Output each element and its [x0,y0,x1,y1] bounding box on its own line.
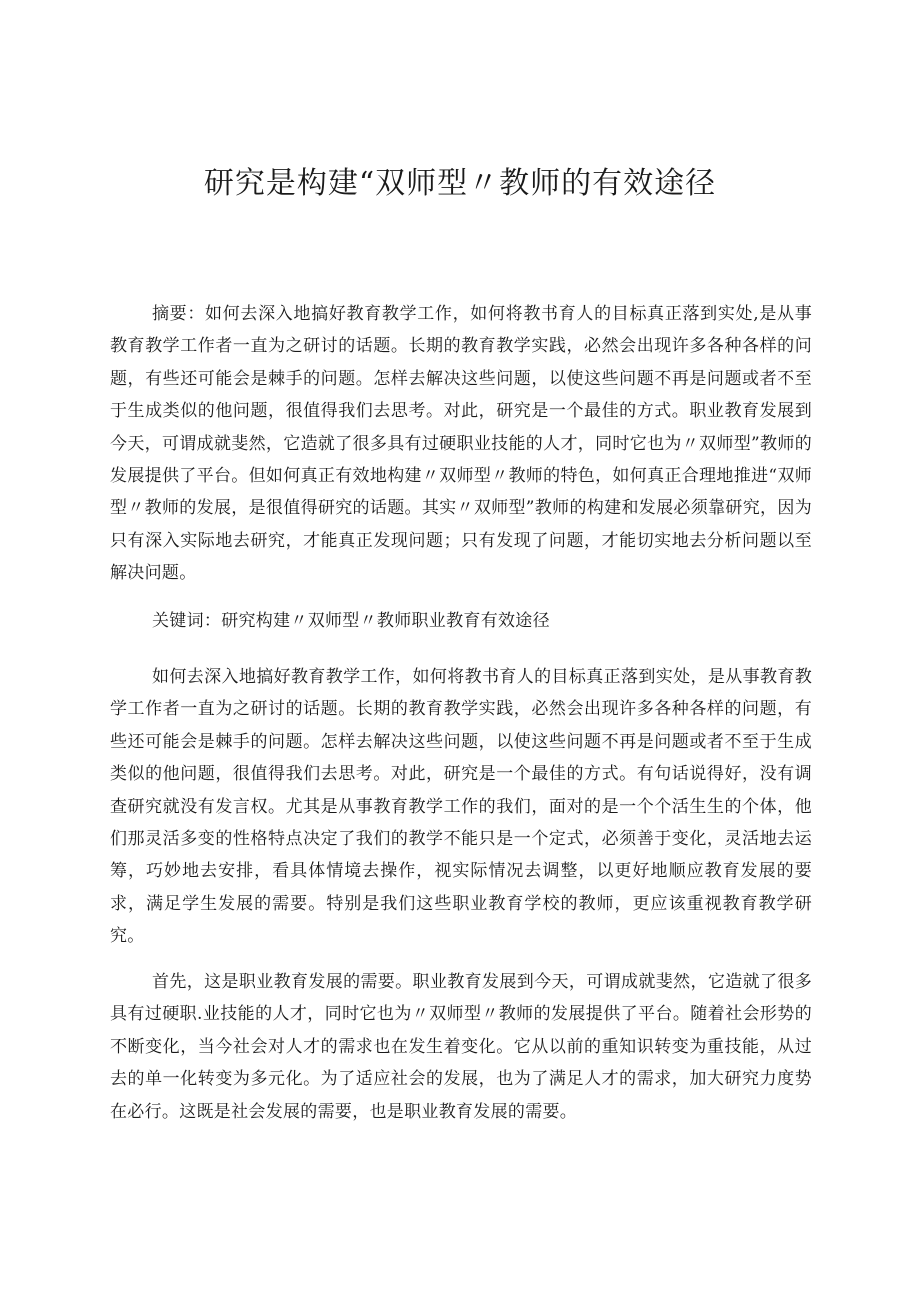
abstract-paragraph: 摘要：如何去深入地搞好教育教学工作，如何将教书育人的目标真正落到实处,是从事教育教学工作者一直为之研讨的话题。长期的教育教学实践，必然会出现许多各种各样的问题，有些还可能会是棘手的问题。怎样去解决这些问题，以使这些问题不再是问题或者不至于生成类似的他问题，很值得我们去思考。对此，研究是一个最佳的方式。职业教育发展到今天，可谓成就斐然，它造就了很多具有过硬职业技能的人才，同时它也为〃双师型”教师的发展提供了平台。但如何真正有效地构建〃双师型〃教师的特色，如何真正合理地推进“双师型〃教师的发展，是很值得研究的话题。其实〃双师型”教师的构建和发展必须靠研究，因为只有深入实际地去研究，才能真正发现问题；只有发现了问题，才能切实地去分析问题以至解决问题。 [110,304,812,584]
keywords-line: 关键词：研究构建〃双师型〃教师职业教育有效途径 [152,611,550,631]
body-paragraph-2: 首先，这是职业教育发展的需要。职业教育发展到今天，可谓成就斐然，它造就了很多具有过硬职.业技能的人才，同时它也为〃双师型〃教师的发展提供了平台。随着社会形势的不断变化，当今社会对人才的需求也在发生着变化。它从以前的重知识转变为重技能，从过去的单一化转变为多元化。为了适应社会的发展，也为了满足人才的需求，加大研究力度势在必行。这既是社会发展的需要，也是职业教育发展的需要。 [110,972,812,1122]
document-title: 研究是构建“双师型〃教师的有效途径 [203,166,717,201]
body-paragraph-1: 如何去深入地搞好教育教学工作，如何将教书育人的目标真正落到实处，是从事教育教学工作者一直为之研讨的话题。长期的教育教学实践，必然会出现许多各种各样的问题，有些还可能会是棘手的问题。怎样去解决这些问题，以使这些问题不再是问题或者不至于生成类似的他问题，很值得我们去思考。对此，研究是一个最佳的方式。有句话说得好，没有调查研究就没有发言权。尤其是从事教育教学工作的我们，面对的是一个个活生生的个体，他们那灵活多变的性格特点决定了我们的教学不能只是一个定式，必须善于变化，灵活地去运筹，巧妙地去安排，看具体情境去操作，视实际情况去调整，以更好地顺应教育发展的要求，满足学生发展的需要。特别是我们这些职业教育学校的教师，更应该重视教育教学研究。 [110,667,812,947]
